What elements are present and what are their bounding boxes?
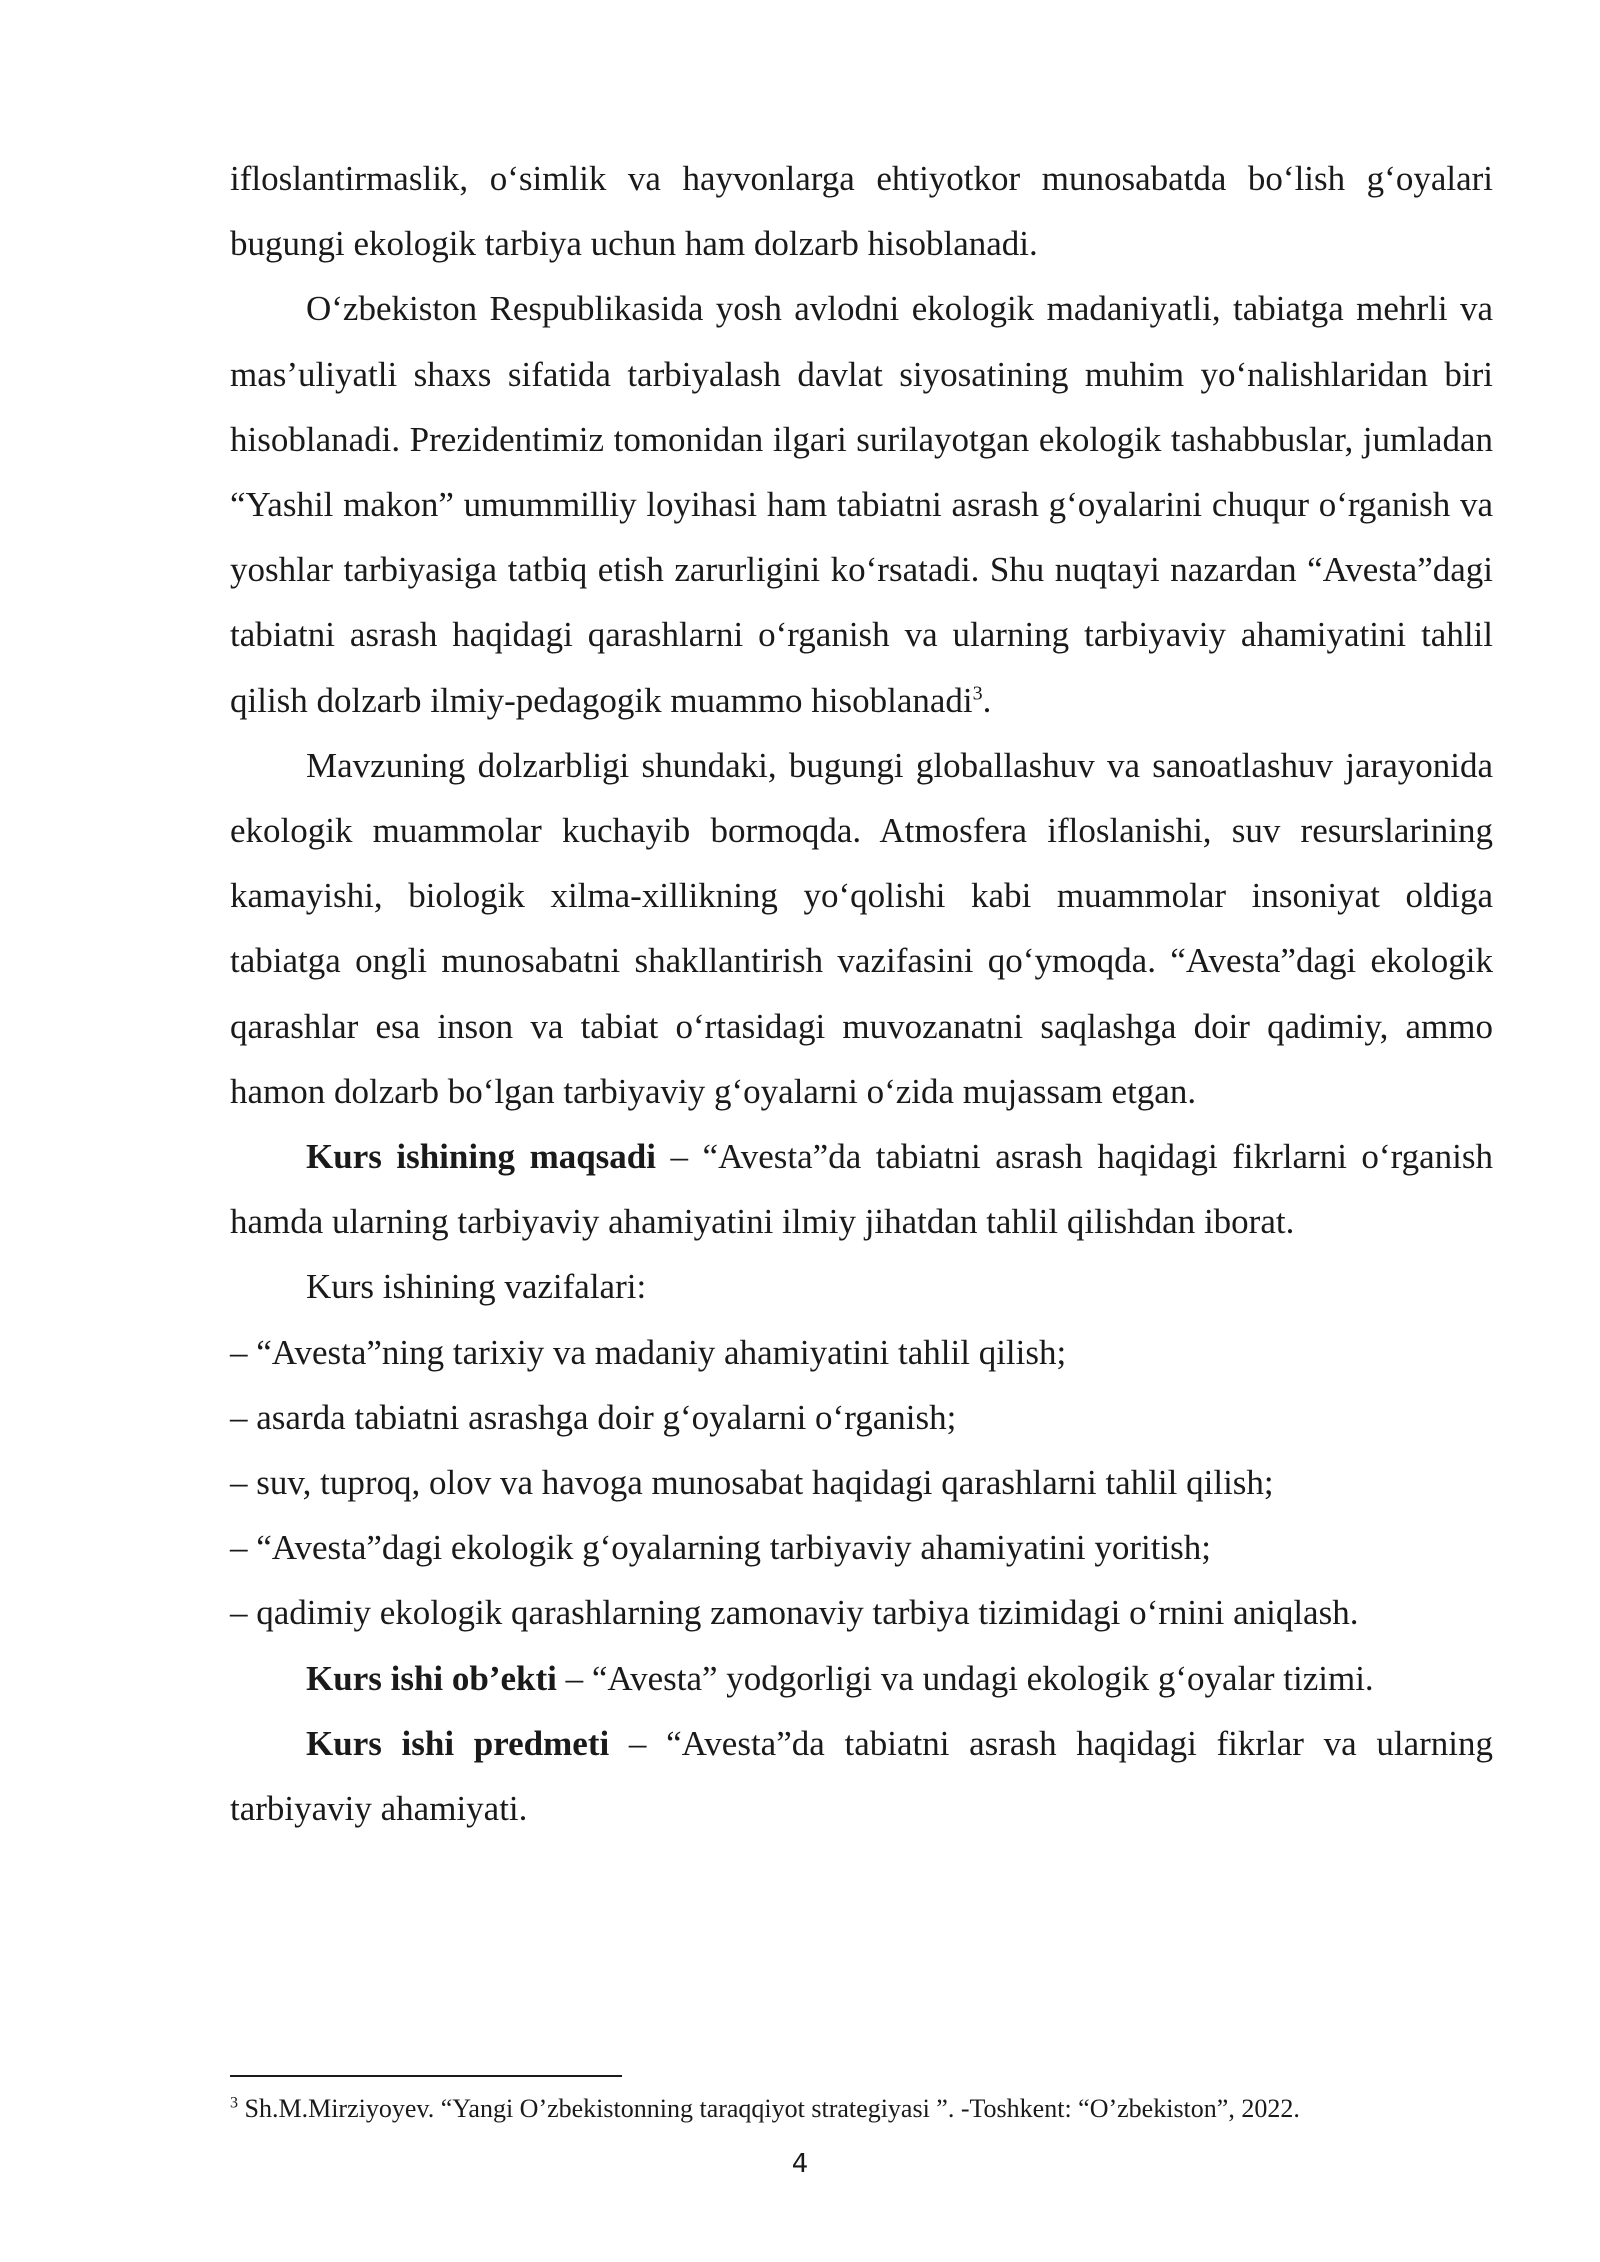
paragraph-relevance: Mavzuning dolzarbligi shundaki, bugungi globallashuv va sanoatlashuv jarayonida ekologik muammolar kuchayib bormoqda. Atmosfera ifloslanishi, suv resurslarining kamayishi, biologik xilma-xillikning yo‘qolishi kabi muammolar insoniyat oldiga tabiatga ongli munosabatni shakllantirish vazifasini qo‘ymoqda. “Avesta”dagi ekologik qarashlar esa inson va tabiat o‘rtasidagi muvozanatni saqlashga doir qadimiy, ammo hamon dolzarb bo‘lgan tarbiyaviy g‘oyalarni o‘zida mujassam etgan. <box>230 745 1493 1111</box>
task-item: – “Avesta”dagi ekologik g‘oyalarning tarbiyaviy ahamiyatini yoritish; <box>230 1528 1212 1568</box>
footnote-reference[interactable]: 3 <box>972 681 983 704</box>
task-item: – suv, tuproq, olov va havoga munosabat haqidagi qarashlarni tahlil qilish; <box>230 1463 1274 1503</box>
task-item: – qadimiy ekologik qarashlarning zamonaviy tarbiya tizimidagi o‘rnini aniqlash. <box>230 1593 1359 1633</box>
object-text: – “Avesta” yodgorligi va undagi ekologik g‘oyalar tizimi. <box>556 1658 1374 1698</box>
task-item: – asarda tabiatni asrashga doir g‘oyalarni o‘rganish; <box>230 1397 957 1437</box>
footnote <box>230 2091 1493 2127</box>
task-item: – “Avesta”ning tarixiy va madaniy ahamiyatini tahlil qilish; <box>230 1332 1067 1372</box>
page-number: 4 <box>791 2149 809 2179</box>
paragraph-subject <box>230 1711 1493 1841</box>
subject-label: Kurs ishi predmeti <box>306 1723 610 1763</box>
paragraph-intro-continuation: ifloslantirmaslik, o‘simlik va hayvonlarga ehtiyotkor munosabatda bo‘lish g‘oyalari bugungi ekologik tarbiya uchun ham dolzarb hisoblanadi. <box>230 159 1493 264</box>
body-text <box>230 146 1493 1841</box>
paragraph-state-policy: O‘zbekiston Respublikasida yosh avlodni ekologik madaniyatli, tabiatga mehrli va mas’uliyatli shaxs sifatida tarbiyalash davlat siyosatining muhim yo‘nalishlaridan biri hisoblanadi. Prezidentimiz tomonidan ilgari surilayotgan ekologik tashabbuslar, jumladan “Yashil makon” umummilliy loyihasi ham tabiatni asrash g‘oyalarini chuqur o‘rganish va yoshlar tarbiyasiga tatbiq etish zarurligini ko‘rsatadi. Shu nuqtayi nazardan “Avesta”dagi tabiatni asrash haqidagi qarashlarni o‘rganish va ularning tarbiyaviy ahamiyatini tahlil qilish dolzarb ilmiy-pedagogik muammo hisoblanadi$^3$. <box>230 289 1493 720</box>
subject-text: – “Avesta”da tabiatni asrash haqidagi fikrlar va ularning tarbiyaviy ahamiyati. <box>230 1723 1493 1829</box>
paragraph-object <box>230 1646 1493 1711</box>
tasks-heading: Kurs ishining vazifalari: <box>306 1267 647 1307</box>
object-label: Kurs ishi ob’ekti <box>306 1658 557 1698</box>
goal-text: – “Avesta”da tabiatni asrash haqidagi fikrlarni o‘rganish hamda ularning tarbiyaviy ahamiyatini ilmiy jihatdan tahlil qilishdan iborat. <box>230 1137 1493 1242</box>
goal-label: Kurs ishining maqsadi <box>306 1137 656 1177</box>
footnote-number: 3 <box>230 2094 238 2112</box>
paragraph-state-policy-text: O‘zbekiston Respublikasida yosh avlodni ekologik madaniyatli, tabiatga mehrli va mas’uliyatli shaxs sifatida tarbiyalash davlat siyosatining muhim yo‘nalishlaridan biri hisoblanadi. Prezidentimiz tomonidan ilgari surilayotgan ekologik tashabbuslar, jumladan “Yashil makon” umummilliy loyihasi ham tabiatni asrash g‘oyalarini chuqur o‘rganish va yoshlar tarbiyasiga tatbiq etish zarurligini ko‘rsatadi. Shu nuqtayi nazardan “Avesta”dagi tabiatni asrash haqidagi qarashlarni o‘rganish va ularning tarbiyaviy ahamiyatini tahlil qilish dolzarb ilmiy-pedagogik muammo hisoblanadi <box>230 289 1493 720</box>
footnote-separator <box>230 2075 622 2077</box>
footnote-text: Sh.M.Mirziyoyev. “Yangi O’zbekistonning taraqqiyot strategiyasi ”. -Toshkent: “O’zbekiston”, 2022. <box>238 2094 1300 2123</box>
paragraph-goal <box>230 1124 1493 1254</box>
